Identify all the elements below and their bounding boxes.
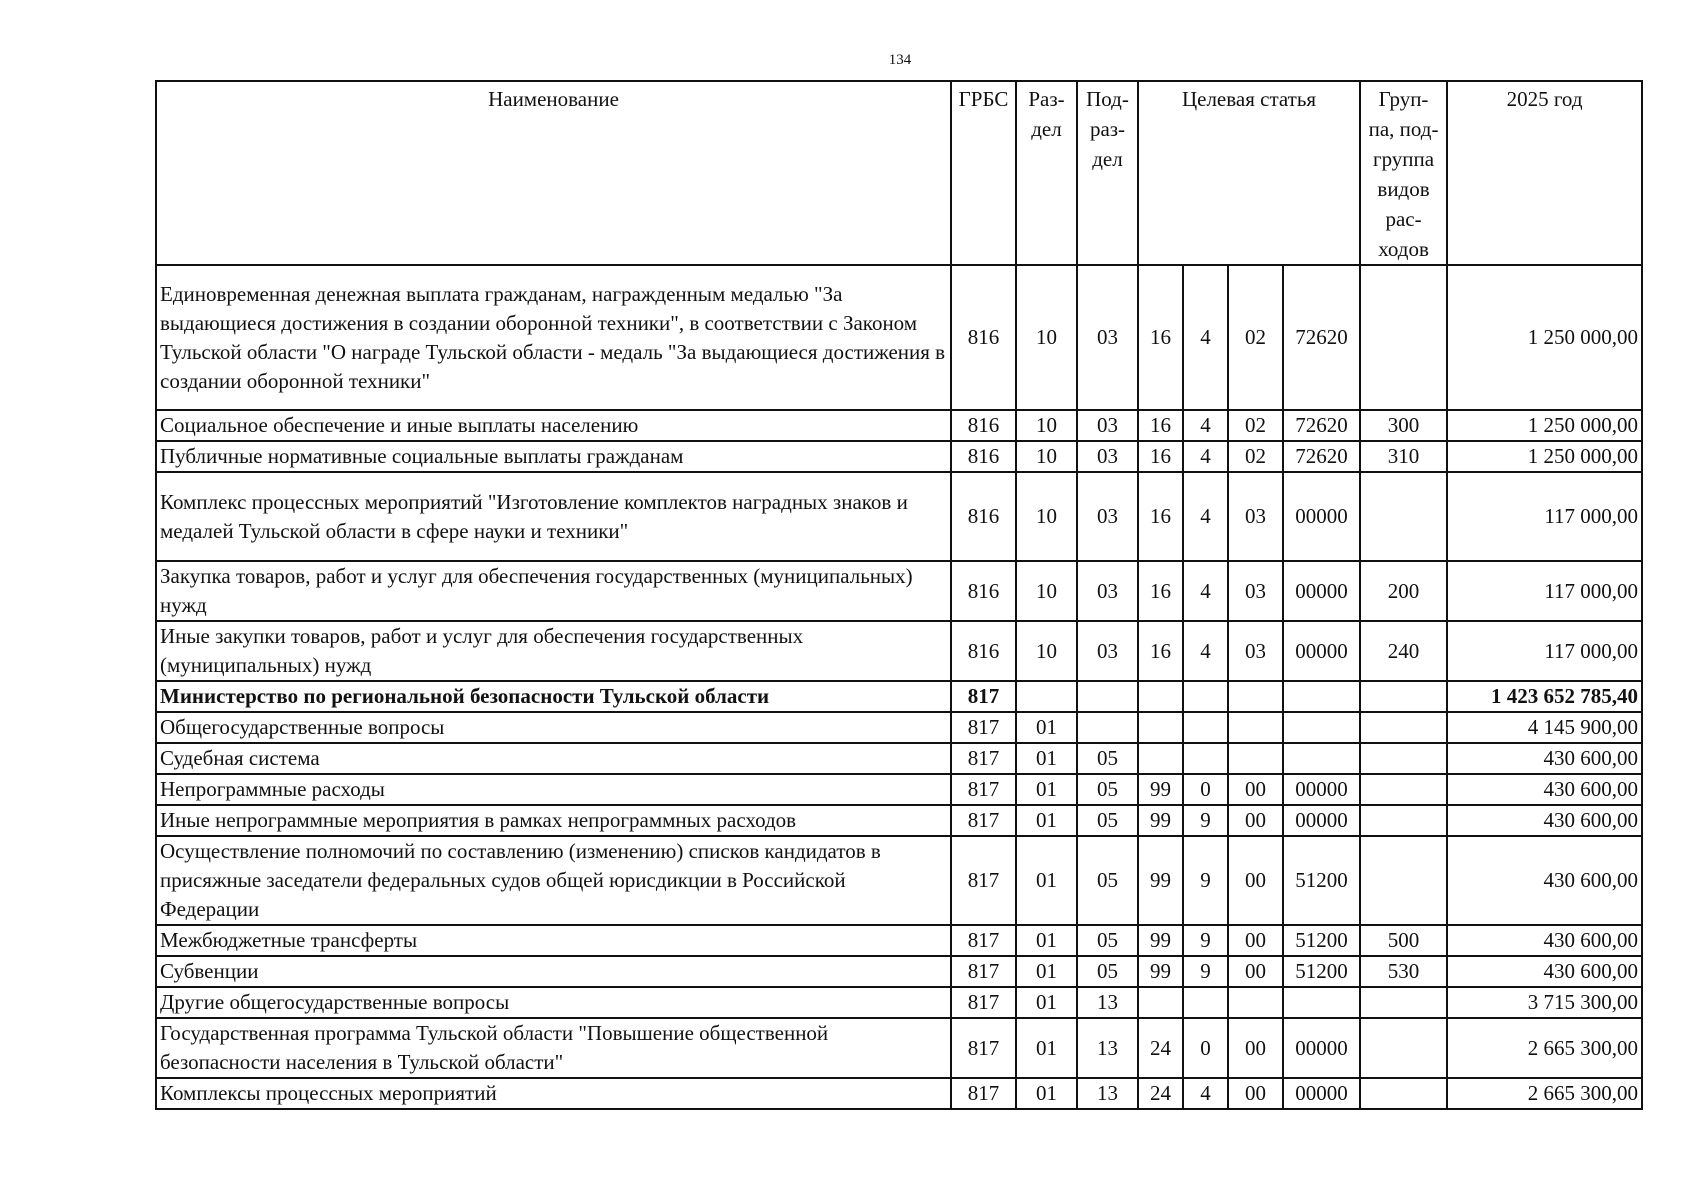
row-target-direction-cell <box>1283 987 1360 1018</box>
row-target-direction-cell: 00000 <box>1283 1078 1360 1109</box>
row-target-direction-cell: 00000 <box>1283 561 1360 621</box>
row-target-program-cell: 24 <box>1138 1018 1183 1078</box>
row-target-program-cell: 16 <box>1138 472 1183 561</box>
row-target-type-cell: 4 <box>1183 265 1228 410</box>
row-target-element-cell: 00 <box>1228 774 1283 805</box>
row-subsection-cell: 03 <box>1077 472 1138 561</box>
row-grbs-cell: 817 <box>951 805 1016 836</box>
row-amount-cell: 1 250 000,00 <box>1447 265 1642 410</box>
row-section-cell: 01 <box>1016 1078 1077 1109</box>
row-target-type-cell: 4 <box>1183 561 1228 621</box>
row-name-cell: Министерство по региональной безопасности Тульской области <box>156 681 951 712</box>
row-grbs-cell: 816 <box>951 410 1016 441</box>
table-row <box>156 410 1642 441</box>
table-row <box>156 836 1642 925</box>
row-grbs-cell: 816 <box>951 561 1016 621</box>
row-target-direction-cell <box>1283 712 1360 743</box>
row-name-cell: Публичные нормативные социальные выплаты гражданам <box>156 441 951 472</box>
row-name-cell: Иные закупки товаров, работ и услуг для обеспечения государственных (муниципальных) нужд <box>156 621 951 681</box>
row-subsection-cell <box>1077 712 1138 743</box>
row-target-direction-cell: 00000 <box>1283 774 1360 805</box>
row-expense-group-cell <box>1360 805 1447 836</box>
row-subsection-cell: 03 <box>1077 621 1138 681</box>
table-row <box>156 621 1642 681</box>
row-target-element-cell: 00 <box>1228 836 1283 925</box>
row-subsection-cell: 13 <box>1077 1018 1138 1078</box>
row-name-cell: Социальное обеспечение и иные выплаты населению <box>156 410 951 441</box>
row-target-program-cell: 99 <box>1138 956 1183 987</box>
table-row <box>156 743 1642 774</box>
header-section: Раз- дел <box>1016 81 1077 265</box>
row-name-cell: Комплексы процессных мероприятий <box>156 1078 951 1109</box>
row-amount-cell: 1 250 000,00 <box>1447 410 1642 441</box>
page-number: 134 <box>888 52 912 68</box>
row-target-direction-cell: 72620 <box>1283 441 1360 472</box>
row-grbs-cell: 817 <box>951 681 1016 712</box>
row-target-element-cell <box>1228 987 1283 1018</box>
row-subsection-cell: 13 <box>1077 1078 1138 1109</box>
row-target-program-cell: 16 <box>1138 410 1183 441</box>
row-amount-cell: 2 665 300,00 <box>1447 1018 1642 1078</box>
table-row <box>156 1018 1642 1078</box>
row-target-type-cell: 4 <box>1183 472 1228 561</box>
table-row <box>156 712 1642 743</box>
row-section-cell: 01 <box>1016 956 1077 987</box>
budget-table <box>155 80 1643 1110</box>
row-target-type-cell: 9 <box>1183 836 1228 925</box>
row-name-cell: Субвенции <box>156 956 951 987</box>
table-row <box>156 956 1642 987</box>
row-amount-cell: 430 600,00 <box>1447 836 1642 925</box>
row-target-program-cell <box>1138 743 1183 774</box>
row-name-cell: Осуществление полномочий по составлению (изменению) списков кандидатов в присяжные заседатели федеральных судов общей юрисдикции в Российской Федерации <box>156 836 951 925</box>
row-target-type-cell: 9 <box>1183 805 1228 836</box>
row-amount-cell: 1 423 652 785,40 <box>1447 681 1642 712</box>
row-grbs-cell: 816 <box>951 621 1016 681</box>
row-target-element-cell: 03 <box>1228 621 1283 681</box>
row-section-cell: 10 <box>1016 441 1077 472</box>
row-name-cell: Другие общегосударственные вопросы <box>156 987 951 1018</box>
row-name-cell: Межбюджетные трансферты <box>156 925 951 956</box>
row-expense-group-cell: 300 <box>1360 410 1447 441</box>
table-row <box>156 472 1642 561</box>
row-target-direction-cell <box>1283 681 1360 712</box>
row-target-element-cell: 00 <box>1228 805 1283 836</box>
table-header-row <box>156 81 1642 265</box>
row-amount-cell: 430 600,00 <box>1447 956 1642 987</box>
row-section-cell: 01 <box>1016 836 1077 925</box>
row-expense-group-cell: 530 <box>1360 956 1447 987</box>
row-target-element-cell <box>1228 681 1283 712</box>
row-grbs-cell: 817 <box>951 956 1016 987</box>
row-target-program-cell <box>1138 987 1183 1018</box>
row-target-element-cell: 00 <box>1228 925 1283 956</box>
row-target-program-cell: 16 <box>1138 561 1183 621</box>
row-name-cell: Непрограммные расходы <box>156 774 951 805</box>
row-target-program-cell: 99 <box>1138 774 1183 805</box>
row-target-element-cell <box>1228 743 1283 774</box>
row-target-program-cell: 99 <box>1138 925 1183 956</box>
row-expense-group-cell: 240 <box>1360 621 1447 681</box>
row-amount-cell: 2 665 300,00 <box>1447 1078 1642 1109</box>
row-expense-group-cell <box>1360 472 1447 561</box>
row-target-element-cell: 02 <box>1228 441 1283 472</box>
row-section-cell: 10 <box>1016 410 1077 441</box>
table-row <box>156 925 1642 956</box>
table-row <box>156 441 1642 472</box>
row-subsection-cell: 05 <box>1077 743 1138 774</box>
row-target-type-cell: 4 <box>1183 621 1228 681</box>
row-subsection-cell: 05 <box>1077 836 1138 925</box>
row-target-type-cell <box>1183 987 1228 1018</box>
row-target-type-cell: 4 <box>1183 1078 1228 1109</box>
row-section-cell: 10 <box>1016 472 1077 561</box>
row-expense-group-cell <box>1360 1018 1447 1078</box>
row-section-cell: 01 <box>1016 712 1077 743</box>
row-expense-group-cell: 310 <box>1360 441 1447 472</box>
row-grbs-cell: 817 <box>951 1018 1016 1078</box>
row-target-type-cell: 9 <box>1183 956 1228 987</box>
row-name-cell: Закупка товаров, работ и услуг для обеспечения государственных (муниципальных) нужд <box>156 561 951 621</box>
row-target-type-cell: 9 <box>1183 925 1228 956</box>
row-target-direction-cell: 51200 <box>1283 956 1360 987</box>
row-grbs-cell: 817 <box>951 1078 1016 1109</box>
row-subsection-cell: 05 <box>1077 805 1138 836</box>
header-name: Наименование <box>156 81 951 265</box>
row-name-cell: Государственная программа Тульской области "Повышение общественной безопасности населения в Тульской области" <box>156 1018 951 1078</box>
header-year: 2025 год <box>1447 81 1642 265</box>
row-grbs-cell: 817 <box>951 987 1016 1018</box>
row-target-direction-cell: 72620 <box>1283 265 1360 410</box>
row-subsection-cell: 05 <box>1077 925 1138 956</box>
row-target-type-cell: 0 <box>1183 1018 1228 1078</box>
row-target-program-cell: 16 <box>1138 621 1183 681</box>
table-row <box>156 681 1642 712</box>
row-expense-group-cell <box>1360 712 1447 743</box>
row-target-type-cell: 0 <box>1183 774 1228 805</box>
row-amount-cell: 117 000,00 <box>1447 621 1642 681</box>
row-expense-group-cell <box>1360 743 1447 774</box>
row-target-program-cell: 99 <box>1138 805 1183 836</box>
row-subsection-cell: 03 <box>1077 561 1138 621</box>
table-row <box>156 265 1642 410</box>
row-amount-cell: 4 145 900,00 <box>1447 712 1642 743</box>
table-row <box>156 561 1642 621</box>
row-section-cell: 01 <box>1016 743 1077 774</box>
table-row <box>156 805 1642 836</box>
row-section-cell: 01 <box>1016 987 1077 1018</box>
row-target-element-cell: 00 <box>1228 956 1283 987</box>
row-name-cell: Общегосударственные вопросы <box>156 712 951 743</box>
row-target-type-cell: 4 <box>1183 441 1228 472</box>
row-grbs-cell: 817 <box>951 925 1016 956</box>
row-section-cell: 10 <box>1016 561 1077 621</box>
row-grbs-cell: 817 <box>951 836 1016 925</box>
row-target-direction-cell: 00000 <box>1283 621 1360 681</box>
row-target-element-cell: 03 <box>1228 472 1283 561</box>
row-target-program-cell: 16 <box>1138 265 1183 410</box>
row-target-direction-cell: 00000 <box>1283 1018 1360 1078</box>
row-target-program-cell: 24 <box>1138 1078 1183 1109</box>
row-amount-cell: 430 600,00 <box>1447 774 1642 805</box>
row-section-cell: 01 <box>1016 925 1077 956</box>
row-target-type-cell: 4 <box>1183 410 1228 441</box>
row-target-direction-cell: 00000 <box>1283 805 1360 836</box>
row-subsection-cell: 03 <box>1077 441 1138 472</box>
header-subsection: Под- раз- дел <box>1077 81 1138 265</box>
row-target-direction-cell: 51200 <box>1283 925 1360 956</box>
row-subsection-cell: 13 <box>1077 987 1138 1018</box>
row-target-type-cell <box>1183 712 1228 743</box>
row-target-type-cell <box>1183 743 1228 774</box>
row-section-cell: 01 <box>1016 1018 1077 1078</box>
header-target-article: Целевая статья <box>1138 81 1360 265</box>
row-section-cell: 01 <box>1016 774 1077 805</box>
row-expense-group-cell <box>1360 681 1447 712</box>
row-expense-group-cell <box>1360 1078 1447 1109</box>
row-name-cell: Единовременная денежная выплата гражданам, награжденным медалью "За выдающиеся достижения в создании оборонной техники", в соответствии с Законом Тульской области "О награде Тульской области - медаль "За выдающиеся достижения в создании оборонной техники" <box>156 265 951 410</box>
row-target-direction-cell <box>1283 743 1360 774</box>
row-amount-cell: 430 600,00 <box>1447 925 1642 956</box>
row-expense-group-cell: 200 <box>1360 561 1447 621</box>
row-subsection-cell: 03 <box>1077 410 1138 441</box>
header-expense-group: Груп- па, под- группа видов рас- ходов <box>1360 81 1447 265</box>
row-amount-cell: 430 600,00 <box>1447 805 1642 836</box>
row-target-direction-cell: 00000 <box>1283 472 1360 561</box>
row-amount-cell: 3 715 300,00 <box>1447 987 1642 1018</box>
row-expense-group-cell: 500 <box>1360 925 1447 956</box>
row-target-element-cell <box>1228 712 1283 743</box>
row-grbs-cell: 816 <box>951 265 1016 410</box>
row-section-cell: 10 <box>1016 265 1077 410</box>
row-amount-cell: 117 000,00 <box>1447 472 1642 561</box>
row-target-program-cell <box>1138 681 1183 712</box>
row-target-element-cell: 02 <box>1228 265 1283 410</box>
row-amount-cell: 117 000,00 <box>1447 561 1642 621</box>
row-target-element-cell: 03 <box>1228 561 1283 621</box>
row-section-cell: 10 <box>1016 621 1077 681</box>
row-subsection-cell <box>1077 681 1138 712</box>
row-target-type-cell <box>1183 681 1228 712</box>
row-name-cell: Иные непрограммные мероприятия в рамках непрограммных расходов <box>156 805 951 836</box>
table-row <box>156 774 1642 805</box>
row-amount-cell: 1 250 000,00 <box>1447 441 1642 472</box>
header-grbs: ГРБС <box>951 81 1016 265</box>
table-row <box>156 987 1642 1018</box>
row-target-element-cell: 02 <box>1228 410 1283 441</box>
row-target-direction-cell: 72620 <box>1283 410 1360 441</box>
row-target-element-cell: 00 <box>1228 1078 1283 1109</box>
row-grbs-cell: 817 <box>951 743 1016 774</box>
row-grbs-cell: 817 <box>951 774 1016 805</box>
row-target-program-cell <box>1138 712 1183 743</box>
row-expense-group-cell <box>1360 836 1447 925</box>
row-subsection-cell: 05 <box>1077 956 1138 987</box>
row-target-program-cell: 99 <box>1138 836 1183 925</box>
row-section-cell: 01 <box>1016 805 1077 836</box>
row-target-direction-cell: 51200 <box>1283 836 1360 925</box>
row-name-cell: Судебная система <box>156 743 951 774</box>
row-subsection-cell: 03 <box>1077 265 1138 410</box>
row-name-cell: Комплекс процессных мероприятий "Изготовление комплектов наградных знаков и медалей Тульской области в сфере науки и техники" <box>156 472 951 561</box>
row-target-element-cell: 00 <box>1228 1018 1283 1078</box>
table-body <box>156 265 1642 1109</box>
row-grbs-cell: 816 <box>951 472 1016 561</box>
row-grbs-cell: 817 <box>951 712 1016 743</box>
row-section-cell <box>1016 681 1077 712</box>
row-grbs-cell: 816 <box>951 441 1016 472</box>
row-subsection-cell: 05 <box>1077 774 1138 805</box>
row-target-program-cell: 16 <box>1138 441 1183 472</box>
row-expense-group-cell <box>1360 774 1447 805</box>
row-expense-group-cell <box>1360 265 1447 410</box>
row-amount-cell: 430 600,00 <box>1447 743 1642 774</box>
table-row <box>156 1078 1642 1109</box>
row-expense-group-cell <box>1360 987 1447 1018</box>
